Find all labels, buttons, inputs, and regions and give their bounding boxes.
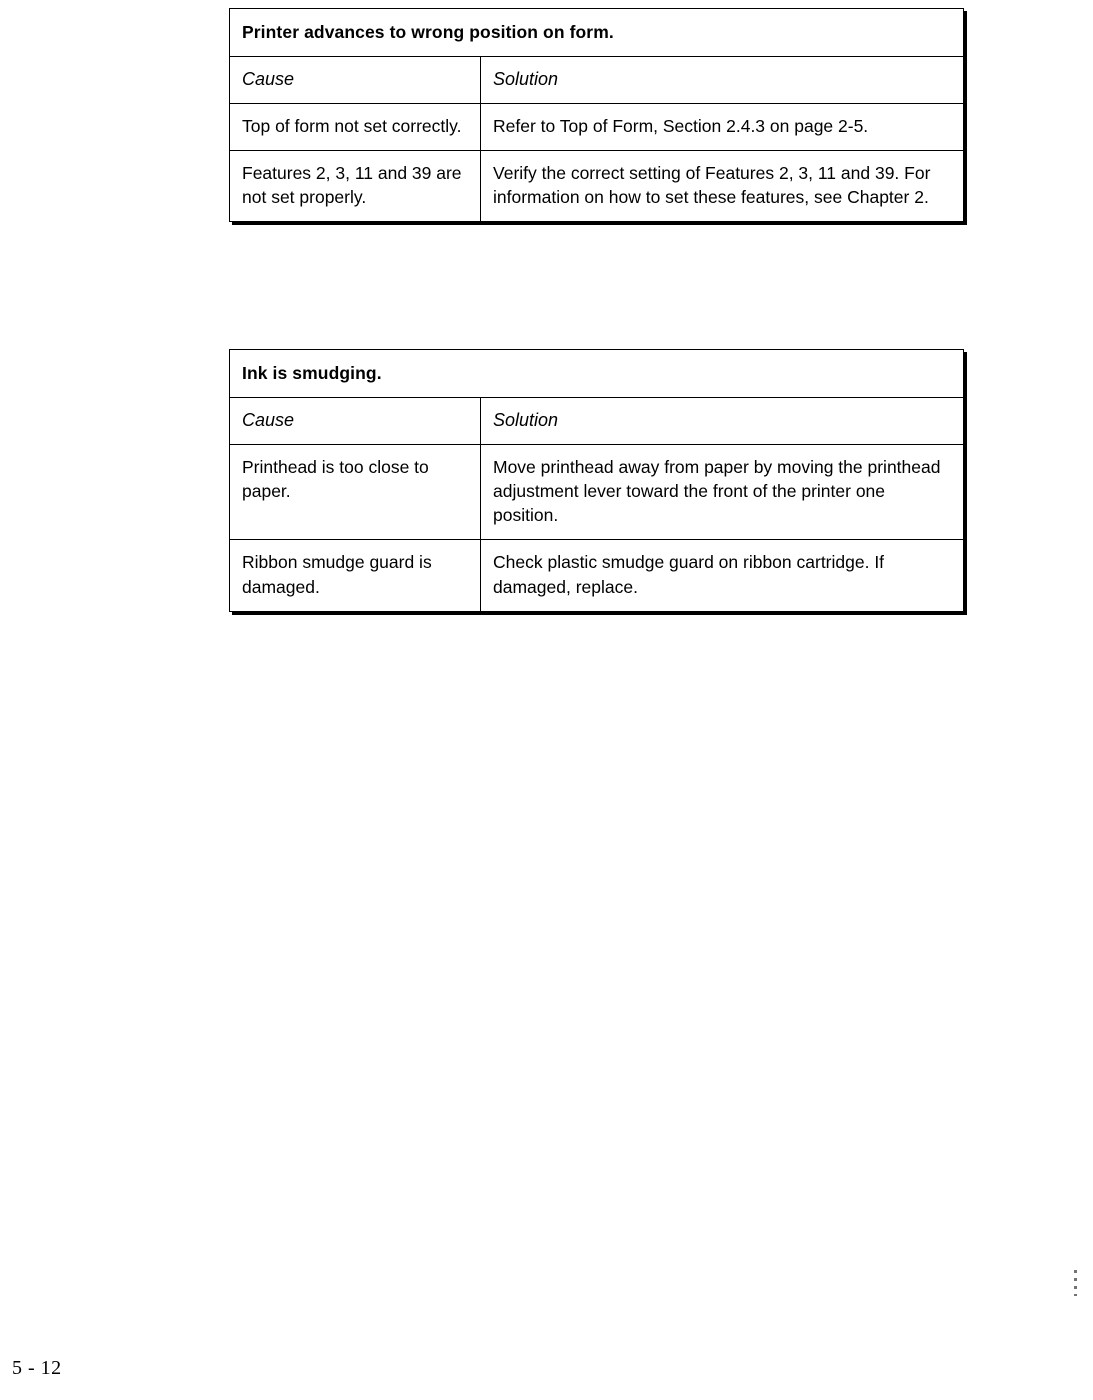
cause-cell: Ribbon smudge guard is damaged.	[230, 540, 481, 611]
column-header-solution: Solution	[481, 57, 964, 104]
troubleshooting-table-ink-smudging	[229, 349, 964, 612]
column-header-cause: Cause	[230, 57, 481, 104]
solution-cell: Check plastic smudge guard on ribbon cartridge. If damaged, replace.	[481, 540, 964, 611]
table-title-row	[230, 350, 964, 398]
cause-cell: Features 2, 3, 11 and 39 are not set properly.	[230, 151, 481, 222]
scan-artifact-mark	[1074, 1270, 1077, 1296]
column-header-solution: Solution	[481, 398, 964, 445]
cause-cell: Printhead is too close to paper.	[230, 444, 481, 539]
table-title: Printer advances to wrong position on form.	[230, 9, 964, 57]
table-row	[230, 151, 964, 222]
table-row	[230, 540, 964, 611]
table-title-row	[230, 9, 964, 57]
cause-cell: Top of form not set correctly.	[230, 103, 481, 150]
table-row	[230, 444, 964, 539]
troubleshooting-table-printer-advances	[229, 8, 964, 222]
solution-cell: Verify the correct setting of Features 2, 3, 11 and 39. For information on how to set these features, see Chapter 2.	[481, 151, 964, 222]
table-header-row	[230, 57, 964, 104]
table-title: Ink is smudging.	[230, 350, 964, 398]
solution-cell: Move printhead away from paper by moving the printhead adjustment lever toward the front of the printer one position.	[481, 444, 964, 539]
solution-cell: Refer to Top of Form, Section 2.4.3 on page 2-5.	[481, 103, 964, 150]
page-number: 5 - 12	[12, 1357, 62, 1379]
table-row	[230, 103, 964, 150]
table-header-row	[230, 398, 964, 445]
column-header-cause: Cause	[230, 398, 481, 445]
